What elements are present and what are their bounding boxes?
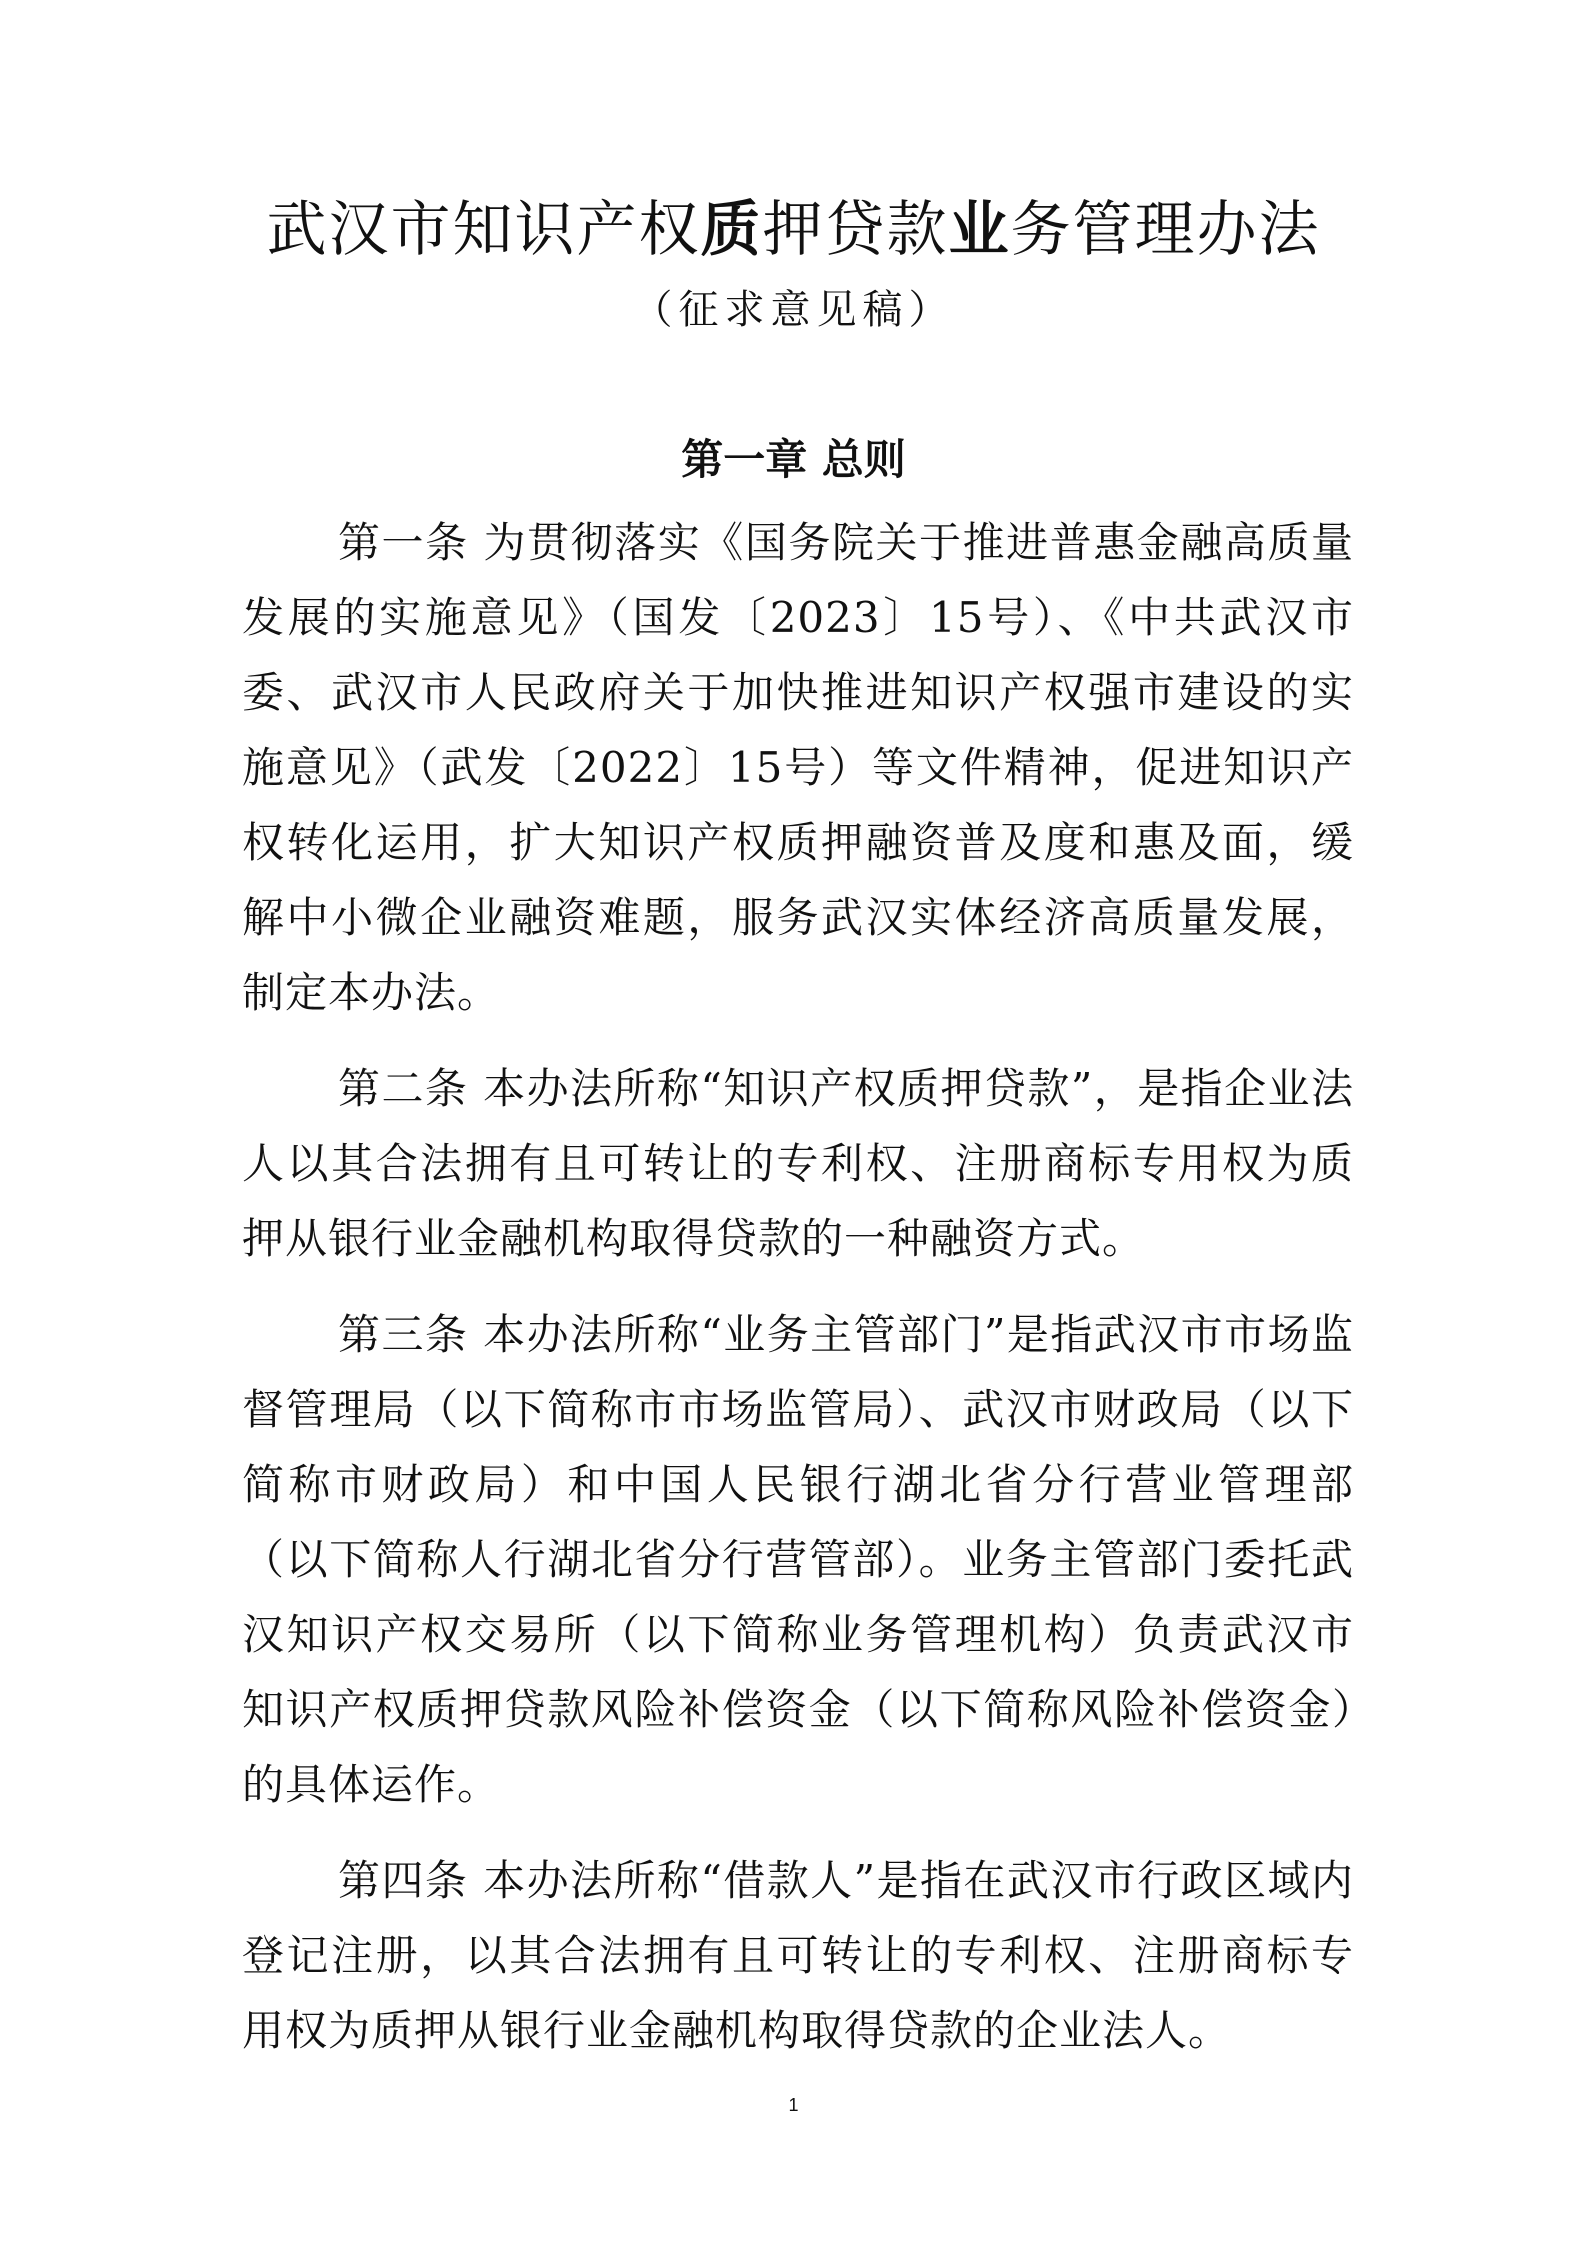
- document-body: [242, 505, 1354, 2089]
- title-bold-2: 业: [948, 195, 1011, 265]
- document-subtitle: （征求意见稿）: [632, 287, 955, 333]
- title-part-2: 押贷款: [762, 195, 949, 265]
- title-part-3: 务管理办法: [1010, 195, 1321, 265]
- chapter-heading: 第一章 总则: [681, 435, 906, 484]
- article-4: 第四条 本办法所称“借款人”是指在武汉市行政区域内登记注册，以其合法拥有且可转让的专利权、注册商标专用权为质押从银行业金融机构取得贷款的企业法人。: [242, 1856, 1354, 2055]
- title-bold-1: 质: [700, 195, 763, 265]
- page-number: 1: [788, 2095, 799, 2115]
- article-3: 第三条 本办法所称“业务主管部门”是指武汉市市场监督管理局（以下简称市市场监管局）、武汉市财政局（以下简称市财政局）和中国人民银行湖北省分行营业管理部（以下简称人行湖北省分行营管部）。业务主管部门委托武汉知识产权交易所（以下简称业务管理机构）负责武汉市知识产权质押贷款风险补偿资金（以下简称风险补偿资金）的具体运作。: [242, 1310, 1354, 1809]
- article-2: 第二条 本办法所称“知识产权质押贷款”，是指企业法人以其合法拥有且可转让的专利权、注册商标专用权为质押从银行业金融机构取得贷款的一种融资方式。: [242, 1064, 1354, 1263]
- document-title: [0, 190, 1587, 270]
- title-part-1: 武汉市知识产权: [266, 195, 701, 265]
- article-1: 第一条 为贯彻落实《国务院关于推进普惠金融高质量发展的实施意见》（国发〔2023〕15号）、《中共武汉市委、武汉市人民政府关于加快推进知识产权强市建设的实施意见》（武发〔2022〕15号）等文件精神，促进知识产权转化运用，扩大知识产权质押融资普及度和惠及面，缓解中小微企业融资难题，服务武汉实体经济高质量发展，制定本办法。: [242, 518, 1354, 1017]
